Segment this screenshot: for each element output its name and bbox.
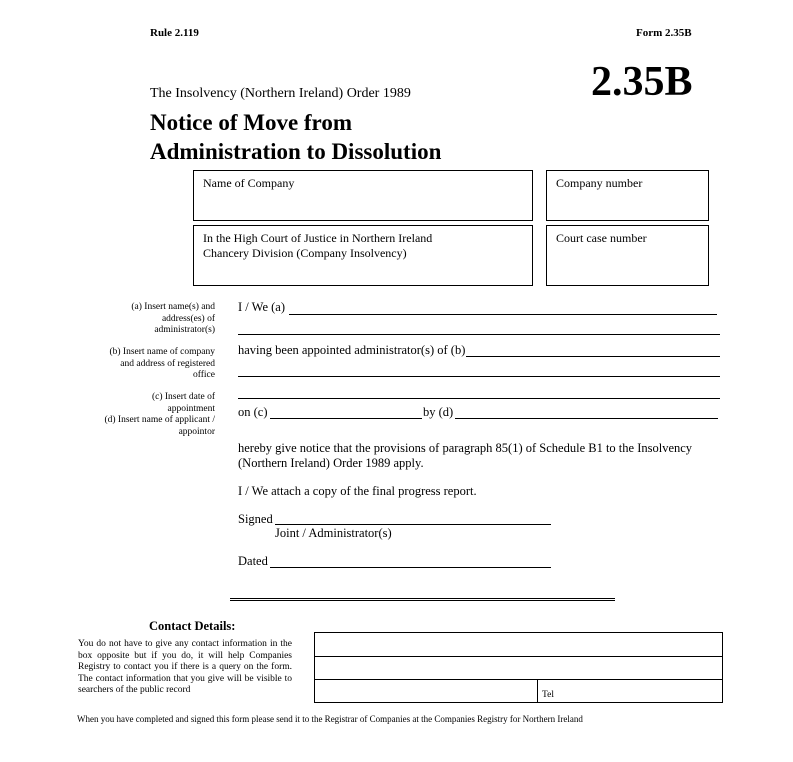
company-field-3[interactable] — [238, 398, 720, 399]
contact-line4: form. The contact information that you give will be — [78, 662, 292, 684]
company-name-label: Name of Company — [203, 176, 295, 190]
contact-line1: You do not have to give any contact information in — [78, 639, 278, 649]
contact-line2: the box opposite but if you do, it will help Companies — [78, 639, 292, 661]
date-field[interactable] — [270, 567, 551, 568]
note-b-line3: office — [193, 370, 215, 380]
joint-label: Joint / Administrator(s) — [275, 526, 392, 540]
contact-name-field[interactable] — [315, 633, 722, 655]
contact-line5: visible to searchers of the public record — [78, 673, 293, 695]
court-case-number-label: Court case number — [556, 231, 647, 245]
appointment-date-field[interactable] — [270, 418, 422, 419]
signature-field[interactable] — [275, 524, 551, 525]
form-number-large: 2.35B — [591, 59, 693, 105]
contact-line3: Registry to contact you if there is a query on the — [78, 662, 269, 672]
administrator-name-field[interactable] — [289, 314, 717, 315]
contact-heading: Contact Details: — [149, 619, 236, 633]
court-line1: In the High Court of Justice in Northern Ireland — [203, 231, 433, 245]
administrator-address-field[interactable] — [238, 334, 720, 335]
tel-label: Tel — [542, 690, 554, 700]
hereby-line2: (Northern Ireland) Order 1989 apply. — [238, 456, 424, 470]
court-case-number-box[interactable] — [546, 225, 709, 286]
note-d-line2: appointor — [178, 426, 215, 437]
note-a-line3: administrator(s) — [154, 325, 215, 335]
note-a — [131, 302, 215, 337]
form-number: Form 2.35B — [636, 27, 692, 39]
footer-note: When you have completed and signed this form please send it to the Registrar of Companies at the Companies Registry for Northern Ireland — [77, 714, 583, 724]
court-line2: Chancery Division (Company Insolvency) — [203, 246, 407, 260]
rule-number: Rule 2.119 — [150, 27, 199, 39]
attach-text: I / We attach a copy of the final progress report. — [238, 484, 477, 498]
company-number-label: Company number — [556, 176, 643, 190]
company-field-1[interactable] — [466, 356, 720, 357]
iwe-label: I / We (a) — [238, 300, 286, 314]
having-label: having been appointed administrator(s) of (b) — [238, 343, 466, 357]
appointor-field[interactable] — [455, 418, 718, 419]
note-b-line2: and address of registered — [120, 358, 215, 369]
note-b — [109, 347, 215, 382]
form-title-line2: Administration to Dissolution — [150, 139, 442, 164]
act-title: The Insolvency (Northern Ireland) Order 1989 — [150, 86, 411, 101]
form-title-line1: Notice of Move from — [150, 110, 353, 135]
note-d-line1: (d) Insert name of applicant / — [104, 415, 215, 425]
note-cd — [104, 392, 215, 438]
note-a-line1: (a) Insert name(s) and — [131, 302, 215, 312]
contact-tel-field[interactable] — [537, 679, 722, 702]
contact-address-field[interactable] — [315, 656, 722, 678]
company-name-box[interactable] — [193, 170, 533, 221]
contact-info-text — [78, 639, 292, 697]
note-c-line1: (c) Insert date of — [151, 392, 215, 402]
on-label: on (c) — [238, 405, 268, 419]
court-label — [203, 231, 432, 261]
company-field-2[interactable] — [238, 376, 720, 377]
hereby-text — [238, 441, 692, 471]
by-label: by (d) — [423, 405, 454, 419]
signed-label: Signed — [238, 512, 273, 526]
hereby-line1: hereby give notice that the provisions of paragraph 85(1) of Schedule B1 to the Insolvency — [238, 441, 693, 455]
note-b-line1: (b) Insert name of company — [109, 347, 215, 357]
separator — [230, 598, 615, 601]
note-a-line2: address(es) of — [161, 313, 215, 324]
note-c-line2: appointment — [167, 403, 215, 414]
court-box — [193, 225, 533, 286]
dated-label: Dated — [238, 554, 268, 568]
company-number-box[interactable] — [546, 170, 709, 221]
